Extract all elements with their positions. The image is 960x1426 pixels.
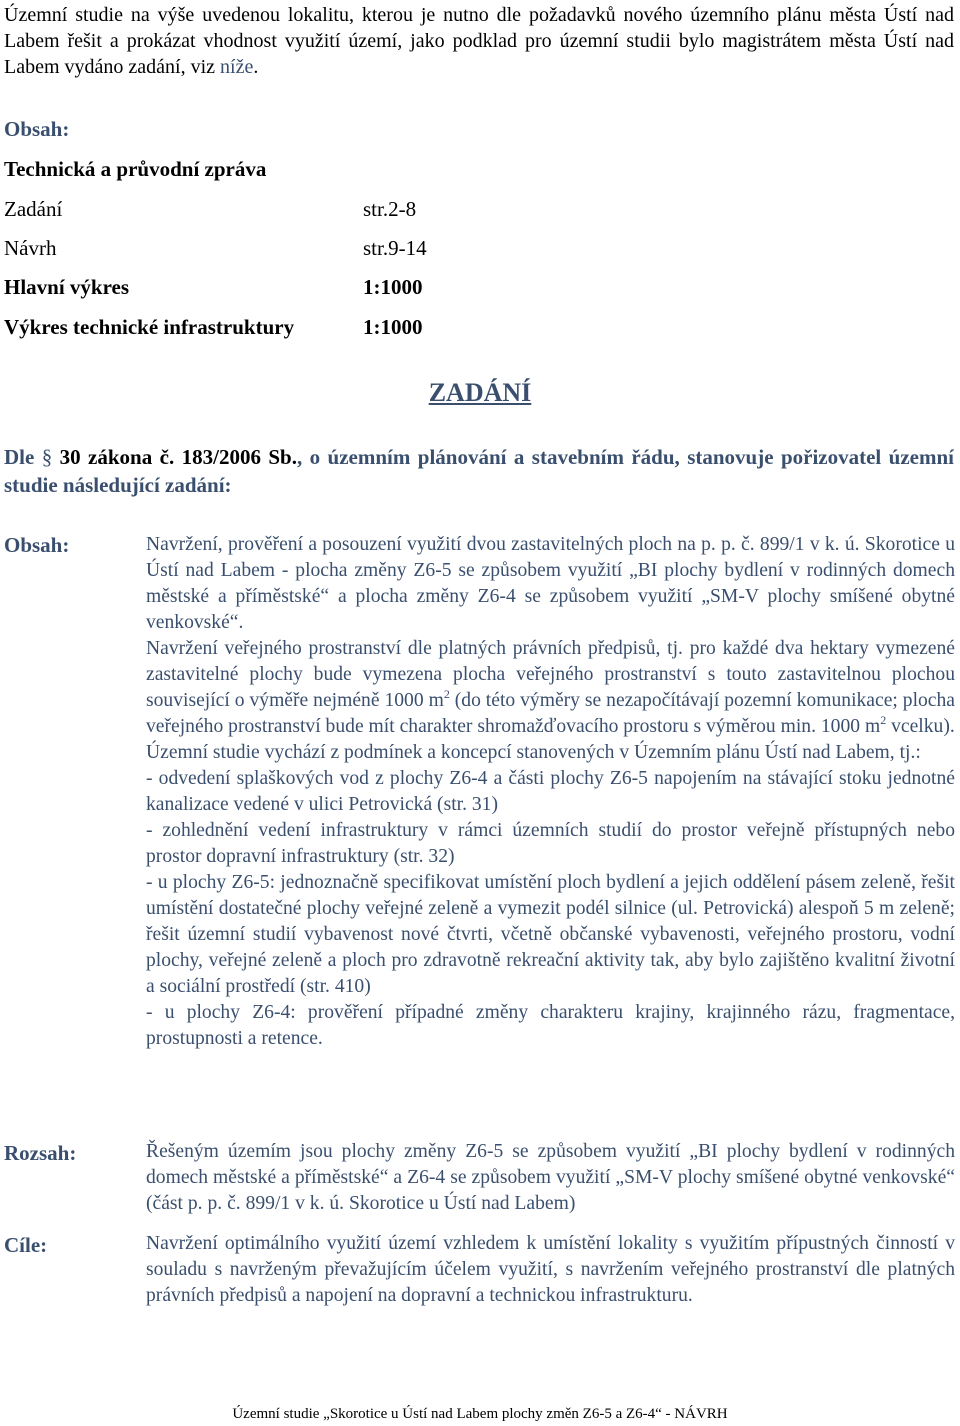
superscript: 2	[443, 687, 450, 701]
public-space-text: vcelku).	[886, 716, 955, 737]
cile-label: Cíle:	[4, 1233, 48, 1257]
contents-row-zadani	[4, 196, 464, 222]
contents-row-value: str.2-8	[363, 197, 417, 221]
contents-row-value: str.9-14	[363, 236, 427, 260]
public-space-text: (do této výměry se nezapočítávají pozemní komunikace; plocha veřejného prostranství bude mít charakter shromažďovacího prostoru s výměrou min. 1000 m	[146, 690, 955, 737]
superscript: 2	[880, 713, 887, 727]
public-space-text: Navržení veřejného prostranství dle platných právních předpisů, tj. pro každé dva hektary vymezené zastavitelné plochy bude vymezena plocha veřejného prostranství s touto zastavitelnou plochou související o výměře nejméně 1000 m	[146, 638, 955, 711]
cile-text: Navržení optimálního využití území vzhledem k umístění lokality s využitím přípustných činností v souladu s navrženým převažujícím účelem využití, s navržením veřejného prostranství dle platných právních předpisů a napojení na dopravní a technickou infrastrukturu.	[146, 1233, 955, 1306]
condition-item: - odvedení splaškových vod z plochy Z6-4 a části plochy Z6-5 napojením na stávající stoku jednotné kanalizace vedené v ulici Petrovická (str. 31)	[146, 768, 955, 815]
plan-conditions-paragraph: Územní studie vychází z podmínek a koncepcí stanovených v Územním plánu Ústí nad Labem, tj.:	[146, 742, 921, 763]
section-sign: §	[41, 445, 53, 469]
assignment-title: ZADÁNÍ	[428, 378, 532, 407]
law-text: , o územním plánování a stavebním řádu, stanovuje pořizovatel územní studie následující zadání:	[4, 445, 954, 497]
contents-row-label: Zadání	[4, 197, 63, 221]
intro-paragraph	[4, 2, 954, 80]
rozsah-text: Řešeným územím jsou plochy změny Z6-5 se způsobem využití „BI plochy bydlení v rodinných domech městské a příměstské“ a Z6-4 se způsobem využití „SM-V plochy smíšené obytné venkovské“ (část p. p. č. 899/1 v k. ú. Skorotice u Ústí nad Labem)	[146, 1141, 955, 1214]
intro-text-below: níže	[220, 56, 254, 78]
contents-row-label: Návrh	[4, 236, 57, 260]
obsah-content	[146, 532, 955, 1052]
condition-item: - zohlednění vedení infrastruktury v rámci územních studií do prostor veřejně přístupných nebo prostor dopravní infrastruktury (str. 32)	[146, 820, 955, 867]
contents-row-main-drawing	[4, 274, 464, 300]
law-reference: 30 zákona č. 183/2006 Sb.	[52, 445, 297, 469]
rozsah-label: Rozsah:	[4, 1141, 77, 1165]
page-footer: Územní studie „Skorotice u Ústí nad Labem plochy změn Z6-5 a Z6-4“ - NÁVRH	[232, 1406, 728, 1422]
contents-row-infrastructure-drawing	[4, 314, 464, 340]
contents-row-value: 1:1000	[363, 275, 423, 299]
contents-row-label: Výkres technické infrastruktury	[4, 315, 295, 339]
intro-text: Územní studie na výše uvedenou lokalitu, kterou je nutno dle požadavků nového územního plánu města Ústí nad Labem řešit a prokázat vhodnost využití území, jako podklad pro územní studii bylo magistrátem města Ústí nad Labem vydáno zadání, viz	[4, 4, 954, 78]
law-statement	[4, 443, 954, 499]
contents-row-value: 1:1000	[363, 315, 423, 339]
contents-row-navrh	[4, 235, 464, 261]
technical-report-title: Technická a průvodní zpráva	[4, 157, 267, 181]
obsah-label: Obsah:	[4, 533, 70, 557]
condition-item: - u plochy Z6-4: prověření případné změny charakteru krajiny, krajinného rázu, fragmentace, prostupnosti a retence.	[146, 1002, 955, 1049]
contents-row-label: Hlavní výkres	[4, 275, 130, 299]
contents-heading: Obsah:	[4, 117, 70, 141]
law-prefix: Dle	[4, 445, 42, 469]
intro-text-end: .	[253, 56, 259, 78]
obsah-paragraph: Navržení, prověření a posouzení využití dvou zastavitelných ploch na p. p. č. 899/1 v k. ú. Skorotice u Ústí nad Labem - plocha změny Z6-5 se způsobem využití „BI plochy bydlení v rodinných domech městské a příměstské“ a plocha změny Z6-4 se způsobem využití „SM-V plochy smíšené obytné venkovské“.	[146, 534, 955, 633]
condition-item: - u plochy Z6-5: jednoznačně specifikovat umístění ploch bydlení a jejich oddělení pásem zeleně, řešit umístění dostatečné plochy veřejné zeleně a vymezit podél silnice (ul. Petrovická) alespoň 5 m zeleně; řešit územní studií vybavenost nové čtvrti, včetně občanské vybavenosti, veřejného prostoru, vodní plochy, veřejné zeleně a ploch pro zdravotně rekreační aktivity tak, aby bylo zajištěno kvalitní životní a sociální prostředí (str. 410)	[146, 872, 955, 997]
public-space-paragraph	[146, 636, 955, 740]
